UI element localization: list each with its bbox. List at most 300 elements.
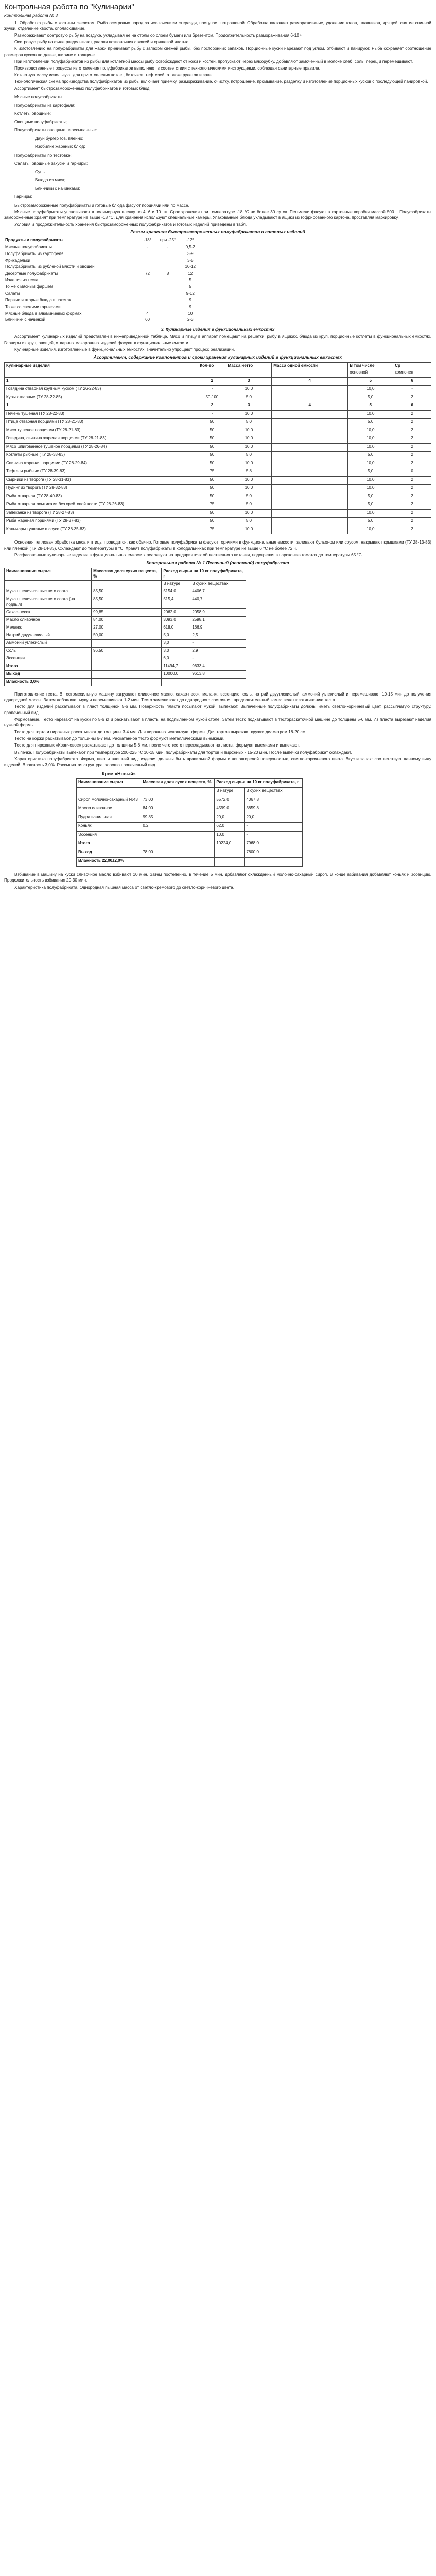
table-row xyxy=(5,435,431,444)
table-row xyxy=(77,840,303,849)
table-cell: Говядина отварная крупным куском (ТУ 26-22-83) xyxy=(5,386,198,394)
table-cell: То же с мясным фаршем xyxy=(5,284,53,289)
table-cell xyxy=(155,258,181,264)
table-row xyxy=(77,823,303,832)
table-row xyxy=(4,270,200,277)
paragraph: 1. Обработка рыбы с костным скелетом. Рыба осетровых пород за исключением стерляди, поступает потрошеной. Обработка включает размораживание, удаление голов, плавников, хрящей, снятие спинной жучки, отделение хвоста, ополаскивание. xyxy=(4,20,431,31)
table-cell: Говядина, свинина жареная порциями (ТУ 28-21-83) xyxy=(5,435,198,444)
table-cell: Сироп молочно-сахарный №43 xyxy=(77,796,141,805)
table-cell xyxy=(190,679,246,686)
table-cell: 10,0 xyxy=(226,460,272,468)
list-item: Полуфабрикаты овощные пересыпанные: xyxy=(14,128,97,133)
blank-area xyxy=(4,891,431,2576)
table-cell xyxy=(155,284,181,291)
table-cell xyxy=(141,832,215,840)
table-cell: 5,0 xyxy=(226,452,272,460)
table-cell: Фрикадельки xyxy=(5,258,30,263)
table-cell: 10,0 xyxy=(226,427,272,435)
table-cell: 50 xyxy=(198,477,226,485)
table-cell: 2 xyxy=(198,402,226,411)
table-cell: - xyxy=(198,411,226,419)
table-cell: 2 xyxy=(198,378,226,386)
table-cell: Пудинг из творога (ТУ 28-32-83) xyxy=(5,485,198,493)
table-cell: 62,0 xyxy=(215,823,245,832)
table-cell: 2 xyxy=(393,419,431,427)
table-cell: Эссенция xyxy=(5,655,92,663)
table-cell: 0,5-2 xyxy=(185,244,195,249)
table-cell: Десертные полуфабрикаты xyxy=(5,271,58,276)
table-row xyxy=(5,485,431,493)
table-cell: 75 xyxy=(198,526,226,534)
table-cell: - xyxy=(190,655,246,663)
table-row xyxy=(5,402,431,411)
table-cell: Салаты xyxy=(5,291,20,296)
table-cell xyxy=(272,485,348,493)
table-cell xyxy=(272,460,348,468)
table-cell xyxy=(141,284,155,291)
table-row xyxy=(5,640,246,648)
table-cell xyxy=(272,419,348,427)
paragraph: Характеристика полуфабриката. Форма, цвет и внешний вид: изделия должны быть правильной формы с неподгорелой поверхностью, светло-коричневого цвета. Вкус и запах: соответствует данному виду изделий. Влажность 3,0%. Рассыпчатая структура, хорошо пропеченный вид. xyxy=(4,756,431,767)
table-cell: Куры отварные (ТУ 28-22-85) xyxy=(5,394,198,402)
table-cell: 10000,0 xyxy=(162,671,190,679)
table-cell: Пудра ванильная xyxy=(77,814,141,823)
table-cell: Рыба жареная порциями (ТУ 28-37-83) xyxy=(5,518,198,526)
table-cell: 50 xyxy=(198,460,226,468)
table-cell xyxy=(141,264,155,270)
table-cell: 10,0 xyxy=(348,444,393,452)
table-row xyxy=(77,814,303,823)
table-cell: 78,00 xyxy=(141,849,215,858)
table-row xyxy=(4,291,200,297)
list-item: Блюда из мяса; xyxy=(35,178,66,183)
table-cell: 5,0 xyxy=(226,493,272,501)
table-cell: 50 xyxy=(198,444,226,452)
paragraph: Быстрозамороженные полуфабрикаты и готовые блюда фасуют порциями или по массе. xyxy=(14,202,189,208)
table-header-cell: -12° xyxy=(181,237,200,244)
table-row xyxy=(4,258,200,264)
list-item: Гарниры; xyxy=(14,194,32,199)
table-cell: 5,0 xyxy=(226,501,272,510)
paragraph: Ассортимент быстрозамороженных полуфабрикатов и готовых блюд: xyxy=(14,86,151,91)
table-cell: 50 xyxy=(198,452,226,460)
table-cell: 5,0 xyxy=(348,419,393,427)
table-row xyxy=(5,663,246,671)
paragraph: Тесто для изделий раскатывают в пласт толщиной 5-6 мм. Поверхность пласта посыпают мукой, выпекают. Выпеченные полуфабрикаты должны иметь светло-коричневый цвет, рассыпчатую структуру, пропеченный вид. xyxy=(4,704,431,715)
table-cell: Мука пшеничная высшего сорта xyxy=(5,588,92,596)
table-cell: - xyxy=(190,640,246,648)
table-cell: 9633,4 xyxy=(190,663,246,671)
table-cell: 50 xyxy=(198,493,226,501)
table-row xyxy=(4,264,200,270)
table-cell: Влажность 3,0% xyxy=(5,679,92,686)
list-item: Блинчики с начинками: xyxy=(35,186,80,191)
table-cell: 20,0 xyxy=(245,814,303,823)
table-row xyxy=(5,468,431,477)
table-cell: Рыба отварная (ТУ 28-40-83) xyxy=(5,493,198,501)
table-cell: 1 xyxy=(5,378,198,386)
table-row xyxy=(4,311,200,317)
table-subheader-cell: В сухих веществах xyxy=(190,581,246,588)
table-cell: 4406,7 xyxy=(190,588,246,596)
table-subheader-cell: В натуре xyxy=(162,581,190,588)
table-row xyxy=(5,394,431,402)
list-item: Полуфабрикаты из картофеля; xyxy=(14,103,76,108)
list-item: Котлеты овощные; xyxy=(14,111,51,116)
table-cell: 5,0 xyxy=(226,518,272,526)
table-cell: 72 xyxy=(145,271,150,276)
paragraph: К изготовлению на полуфабрикаты для жарки принимают рыбу с запахом свежей рыбы, без посторонних запахов. Порционные куски нарезают под углом, отбивают и панируют. Рыба сохраняет соотношение размеров кусков по длине, ширине и толщине. xyxy=(4,46,431,57)
table-cell: - xyxy=(147,244,148,249)
table-row xyxy=(5,671,246,679)
table-cell: 60 xyxy=(145,317,150,323)
table-cell: 4 xyxy=(272,378,348,386)
table-cell xyxy=(272,493,348,501)
table-cell: Мука пшеничная высшего сорта (на подпыл) xyxy=(5,596,92,609)
paragraph: Тесто для торта и пирожных раскатывают до толщины 3-4 мм. Для пирожных используют формы. Для тортов вырезают кружки диаметром 18-20 см. xyxy=(14,730,307,735)
functional-containers-table xyxy=(4,362,431,535)
table-cell: Выход xyxy=(77,849,141,858)
table-row xyxy=(5,588,246,596)
table-cell: 8 xyxy=(166,271,169,276)
table-cell xyxy=(155,251,181,258)
table-cell: 84,00 xyxy=(141,805,215,814)
table-cell: Полуфабрикаты из картофеля xyxy=(5,251,64,256)
table-cell: 75 xyxy=(198,501,226,510)
table-row xyxy=(77,832,303,840)
table-cell: Итого xyxy=(5,663,92,671)
list-item: Полуфабрикаты по тестовке: xyxy=(14,152,72,158)
list-item: Даун бургер гов. пленно: xyxy=(35,136,84,141)
table-cell: 10 xyxy=(188,311,193,316)
table-cell: 4 xyxy=(146,311,149,316)
table-cell: 50 xyxy=(198,485,226,493)
table-row xyxy=(5,501,431,510)
table-row xyxy=(5,386,431,394)
list-item: Мясные полуфабрикаты ; xyxy=(14,94,65,99)
table-cell: 9 xyxy=(189,297,191,302)
table-cell: 2 xyxy=(393,477,431,485)
table-cell: 3 xyxy=(226,402,272,411)
table-cell xyxy=(141,858,215,867)
table-cell: Сахар-песок xyxy=(5,609,92,617)
table-cell: 10,0 xyxy=(226,444,272,452)
table-caption: Контрольная работа № 1 Песочный (основной) полуфабрикат xyxy=(146,560,289,565)
table-cell xyxy=(272,468,348,477)
table-cell: 2 xyxy=(393,485,431,493)
table-row xyxy=(5,411,431,419)
table-header-cell: Продукты и полуфабрикаты xyxy=(4,237,141,244)
table-cell: 5,0 xyxy=(348,468,393,477)
paragraph: Тесто для пирожных «Кранчевое» раскатывают до толщины 5-8 мм, после чего тесто перекладывают на листы, формуют выемками и выпекают. xyxy=(14,743,300,748)
list-item: Овощные полуфабрикаты; xyxy=(14,120,67,124)
table-cell: 10,0 xyxy=(348,427,393,435)
table-cell xyxy=(215,858,245,867)
table-cell: 50-100 xyxy=(198,394,226,402)
table-cell: 10,0 xyxy=(226,386,272,394)
table-cell: 5572,0 xyxy=(215,796,245,805)
table-cell xyxy=(272,510,348,518)
table-cell: 5 xyxy=(348,378,393,386)
table-subheader-cell: В сухих веществах xyxy=(245,788,303,796)
shortbread-recipe-table xyxy=(4,568,246,687)
table-cell: 6 xyxy=(393,402,431,411)
table-cell: 2 xyxy=(393,394,431,402)
table-row xyxy=(5,460,431,468)
table-header-cell: Кол-во xyxy=(198,362,226,369)
paragraph: Выпечка. Полуфабрикаты выпекают при температуре 200-225 °C 10-15 мин, полуфабрикаты для тортов и пирожных - 15-20 мин. После выпечки полуфабрикат охлаждают. xyxy=(14,750,352,755)
table-header-cell: -18° xyxy=(141,237,155,244)
table-cell: 2598,1 xyxy=(190,617,246,624)
table-cell xyxy=(272,386,348,394)
table-cell xyxy=(272,444,348,452)
table-row xyxy=(77,849,303,858)
table-row xyxy=(77,796,303,805)
paragraph: При изготовлении полуфабрикатов из рыбы для котлетной массы рыбу освобождают от кожи и костей, пропускают через мясорубку, добавляют замоченный в молоке хлеб, соль, перец и перемешивают. xyxy=(14,59,413,64)
table-cell xyxy=(141,291,155,297)
table-cell: 10,0 xyxy=(348,460,393,468)
table-cell: 2,9 xyxy=(190,648,246,655)
table-subheader-cell: компонент xyxy=(393,369,431,378)
table-header-cell: при -25° xyxy=(155,237,181,244)
table-cell: 7800,0 xyxy=(245,849,303,858)
table-cell: Тефтели рыбные (ТУ 28-39-83) xyxy=(5,468,198,477)
table-cell xyxy=(155,311,181,317)
table-cell xyxy=(155,291,181,297)
table-cell: Мясо шпигованное тушеное порциями (ТУ 28-26-84) xyxy=(5,444,198,452)
table-row xyxy=(4,297,200,304)
table-cell: 11494,7 xyxy=(162,663,190,671)
table-cell: 50 xyxy=(198,435,226,444)
table-row xyxy=(5,444,431,452)
table-cell: Котлеты рыбные (ТУ 28-38-83) xyxy=(5,452,198,460)
table-cell: 10,0 xyxy=(226,485,272,493)
table-cell: Рыба отварная ломтиками без хребтовой кости (ТУ 28-26-83) xyxy=(5,501,198,510)
table-cell: 10-12 xyxy=(185,264,196,269)
table-cell: 4 xyxy=(272,402,348,411)
paragraph: Технологическая схема производства полуфабрикатов из рыбы включает приемку, размораживание, очистку, потрошение, промывание, разделку и изготовление порционных кусков с последующей панировкой. xyxy=(14,79,428,84)
table-cell: Эссенция xyxy=(77,832,141,840)
table-cell: Влажность 22,00±2,0% xyxy=(77,858,141,867)
table-cell: 5,0 xyxy=(348,394,393,402)
table-cell xyxy=(272,477,348,485)
table-cell: - xyxy=(393,386,431,394)
table-cell: 2 xyxy=(393,460,431,468)
table-cell: Итого xyxy=(77,840,141,849)
paragraph: Котлетную массу используют для приготовления котлет, биточков, тефтелей, а также рулетов и зраз. xyxy=(14,73,213,78)
table-cell: 73,00 xyxy=(141,796,215,805)
table-cell xyxy=(141,840,215,849)
table-cell: 5,0 xyxy=(226,394,272,402)
table-cell: 27,00 xyxy=(92,624,162,632)
storage-table xyxy=(4,237,200,324)
table-cell xyxy=(92,663,162,671)
paragraph: Расфасованные кулинарные изделия в функциональных емкостях реализуют на предприятиях общественного питания, подогревая в пароконвектоматах до температуры 65 °C. xyxy=(14,552,363,557)
table-header-cell: Наименование сырья xyxy=(77,779,141,788)
table-cell: 166,9 xyxy=(190,624,246,632)
paragraph: Размораживают осетровую рыбу на воздухе, укладывая ее на столы со слоем бумаги или брезентом. Продолжительность размораживания 6-10 ч. xyxy=(14,33,304,38)
table-cell xyxy=(272,518,348,526)
table-cell: Сырники из творога (ТУ 28-31-83) xyxy=(5,477,198,485)
table-cell: 10,0 xyxy=(226,526,272,534)
table-row xyxy=(5,632,246,640)
table-cell xyxy=(92,679,162,686)
table-cell: 2,5 xyxy=(190,632,246,640)
table-cell: 9 xyxy=(189,304,191,309)
table-header-cell: Массовая доля сухих веществ, % xyxy=(92,568,162,581)
table-cell: 50 xyxy=(198,518,226,526)
paragraph: Тесто на коржи раскатывают до толщины 6-7 мм. Раскатанное тесто формуют металлическими выемками. xyxy=(14,736,225,741)
table-cell: 3859,8 xyxy=(245,805,303,814)
table-cell: 3,0 xyxy=(162,640,190,648)
paragraph: Приготовление теста. В тестомесильную машину загружают сливочное масло, сахар-песок, меланж, эссенцию, соль, натрий двууглекислый, аммоний углекислый и перемешивают 10-15 мин до получения однородной массы. Затем добавляют муку и перемешивают 1-2 мин. Тесто замешивают до однородного состояния; продолжительный замес ведет к затягиванию теста. xyxy=(4,692,431,703)
table-cell: 7968,0 xyxy=(245,840,303,849)
paragraph: Характеристика полуфабриката. Однородная пышная масса от светло-кремового до светло-коричневого цвета. xyxy=(14,885,235,890)
table-cell: Блинчики с начинкой xyxy=(5,317,46,323)
table-cell: 440,7 xyxy=(190,596,246,609)
table-row xyxy=(5,477,431,485)
table-subheader-cell: основной xyxy=(348,369,393,378)
table-cell: Запеканка из творога (ТУ 28-27-83) xyxy=(5,510,198,518)
table-cell xyxy=(92,671,162,679)
table-cell: 4067,8 xyxy=(245,796,303,805)
list-item: Изобилие жареных блюд: xyxy=(35,144,85,149)
table-cell: 5 xyxy=(348,402,393,411)
table-cell xyxy=(272,411,348,419)
list-item: Супы xyxy=(35,169,46,174)
table-cell: 2058,9 xyxy=(190,609,246,617)
table-cell xyxy=(141,297,155,304)
table-row xyxy=(5,648,246,655)
table-cell: 2 xyxy=(393,411,431,419)
table-cell: 5 xyxy=(189,284,191,289)
table-row xyxy=(5,526,431,534)
table-cell: 50 xyxy=(198,427,226,435)
paragraph: Условия и продолжительность хранения быстрозамороженных полуфабрикатов и готовых изделий приведены в табл. xyxy=(14,222,247,227)
table-header-cell: Масса одной емкости xyxy=(272,362,348,369)
table-row xyxy=(5,655,246,663)
table-cell: Свинина жареная порциями (ТУ 28-29-84) xyxy=(5,460,198,468)
table-cell: 10,0 xyxy=(348,526,393,534)
table-cell xyxy=(272,427,348,435)
table-cell: 5,0 xyxy=(348,493,393,501)
list-item: Салаты, овощные закуски и гарниры: xyxy=(14,161,88,166)
product-list xyxy=(14,94,431,200)
table-cell: Полуфабрикаты из рубленой мякоти и овощей xyxy=(5,264,95,269)
table-cell: 75 xyxy=(198,468,226,477)
table-row xyxy=(4,317,200,324)
table-header-cell: Ср xyxy=(393,362,431,369)
table-row xyxy=(5,609,246,617)
table-cell: 5,0 xyxy=(226,419,272,427)
paragraph: Ассортимент кулинарных изделий представлен в нижеприведенной таблице. Мясо и птицу в аппарат помещают на решетки, рыбу в ящиках, блюда из круп, порционные котлеты в функциональных емкостях. Гарниры из круп, овощей, отварных макаронных изделий фасуют в функциональные емкости. xyxy=(4,334,431,345)
table-header-cell: Расход сырья на 10 кг полуфабриката, г xyxy=(215,779,303,788)
table-cell xyxy=(155,277,181,284)
section-title: 3. Кулинарные изделия в функциональных емкостях xyxy=(161,327,275,332)
table-header-cell: Наименование сырья xyxy=(5,568,92,581)
table-cell: 50 xyxy=(198,419,226,427)
table-header-cell: Кулинарные изделия xyxy=(5,362,198,369)
table-cell: 9613,8 xyxy=(190,671,246,679)
table-cell: Мясные блюда в алюминиевых формах xyxy=(5,311,82,316)
table-cell: 5,0 xyxy=(348,501,393,510)
table-cell xyxy=(155,297,181,304)
table-row xyxy=(77,805,303,814)
table-cell: 85,50 xyxy=(92,596,162,609)
table-cell: 84,00 xyxy=(92,617,162,624)
table-cell xyxy=(155,304,181,311)
table-cell: 10,0 xyxy=(348,435,393,444)
table-row xyxy=(4,304,200,311)
table-cell: 96,50 xyxy=(92,648,162,655)
table-cell: 10,0 xyxy=(348,386,393,394)
table-cell: 6 xyxy=(393,378,431,386)
table-row xyxy=(5,624,246,632)
table-row xyxy=(5,419,431,427)
table-row xyxy=(4,277,200,284)
table-cell: Меланж xyxy=(5,624,92,632)
table-cell: 2 xyxy=(393,435,431,444)
table-cell xyxy=(155,317,181,324)
table-cell: 1 xyxy=(5,402,198,411)
table-subheader-cell: В натуре xyxy=(215,788,245,796)
table-cell: 3-9 xyxy=(187,251,194,256)
table-cell: 50 xyxy=(198,510,226,518)
paragraph: Основная тепловая обработка мяса и птицы проводится, как обычно. Готовые полуфабрикаты фасуют горячими в функциональные емкости, заливают бульоном или соусом, накрывают крышками (ТУ 28-13-83) или пленкой (ТУ 28-14-83). Охлаждают до температуры 8 °C. Хранят полуфабрикаты в холодильниках при температуре не выше 6 °C не более 72 ч. xyxy=(4,540,431,551)
table-cell xyxy=(272,501,348,510)
paragraph: Формование. Тесто нарезают на куски по 5-6 кг и раскатывают в пласты на подпыленном мукой столе. Затем тесто подкатывают в тестораскаточной машине до толщины 5-6 мм. Из пласта вырезают изделия нужной формы. xyxy=(4,717,431,727)
table-cell: Кальмары тушеные в соусе (ТУ 28-35-83) xyxy=(5,526,198,534)
table-cell: Мясо тушеное порциями (ТУ 28-21-83) xyxy=(5,427,198,435)
table-row xyxy=(5,518,431,526)
table-cell: 0 xyxy=(393,468,431,477)
table-cell: 2 xyxy=(393,493,431,501)
paragraph: Осетровую рыбу на филе разделывают, удаляя позвоночник с кожей и хрящевой частью. xyxy=(14,40,190,45)
table-cell: 50,00 xyxy=(92,632,162,640)
table-cell: 2062,0 xyxy=(162,609,190,617)
table-cell: 5154,0 xyxy=(162,588,190,596)
table-row xyxy=(4,244,200,250)
table-cell: 2 xyxy=(393,518,431,526)
table-cell: Печень тушеная (ТУ 28-22-83) xyxy=(5,411,198,419)
table-cell: 4599,0 xyxy=(215,805,245,814)
table-row xyxy=(5,493,431,501)
table-cell: Масло сливочное xyxy=(5,617,92,624)
table-cell: 10,0 xyxy=(226,411,272,419)
table-cell: 2 xyxy=(393,444,431,452)
table-cell xyxy=(245,858,303,867)
table-cell xyxy=(141,277,155,284)
table-row xyxy=(5,510,431,518)
table-cell xyxy=(141,258,155,264)
paragraph: Взбивание в машину на куски сливочное масло взбивают 10 мин. Затем постепенно, в течение 5 мин, добавляют охлажденный молочно-сахарный сироп. В конце взбивания добавляют коньяк и эссенцию. Продолжительность взбивания 20-30 мин. xyxy=(4,872,431,883)
table-cell xyxy=(155,264,181,270)
table-cell: 3-5 xyxy=(187,258,194,263)
table-cell xyxy=(141,251,155,258)
table-row xyxy=(5,596,246,609)
table-header-cell: В том числе xyxy=(348,362,393,369)
table-cell: - xyxy=(245,823,303,832)
table-cell xyxy=(141,304,155,311)
table-cell: Первые и вторые блюда в пакетах xyxy=(5,297,72,302)
table-cell: 2 xyxy=(393,526,431,534)
table-cell: Натрий двууглекислый xyxy=(5,632,92,640)
table-row xyxy=(5,679,246,686)
table-cell: 2 xyxy=(393,452,431,460)
cream-recipe-table xyxy=(76,778,303,867)
table-header-cell: Массовая доля сухих веществ, % xyxy=(141,779,215,788)
table-cell: 99,85 xyxy=(141,814,215,823)
